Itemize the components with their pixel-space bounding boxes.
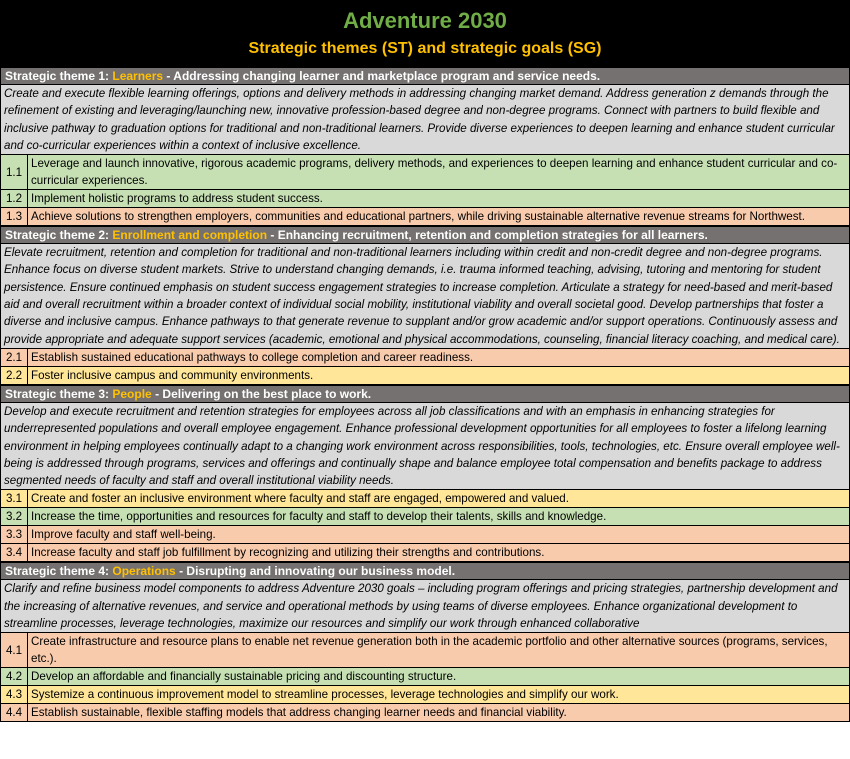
goal-number: 4.1 [1,633,28,667]
goal-text: Foster inclusive campus and community environments. [31,368,314,382]
goal-row [1,348,849,366]
goal-row [1,189,849,207]
goal-row [1,525,849,543]
goal-text: Create infrastructure and resource plans to enable net revenue generation both in the academic portfolio and other alternative sources (programs, services, etc.). [31,635,828,666]
goal-number: 3.1 [1,490,28,507]
goal-text: Develop an affordable and financially sustainable pricing and discounting structure. [31,670,457,684]
goal-text: Systemize a continuous improvement model to streamline processes, leverage technologies and simplify our work. [31,688,619,702]
theme-4-prefix: Strategic theme 4: [5,564,113,579]
theme-1-description: Create and execute flexible learning offerings, options and delivery methods in addressing changing market demand. Address generation z demands through the refinement of existing and leveraging/launching new, innovative profession-based degree and non-degree programs. Connect with partners to build flexible and inclusive pathway to graduation options for traditional and non-traditional learners. Provide diverse experiences to deepen learning and enhance student curricular and co-curricular experiences within a context of inclusive excellence. [1,84,849,154]
goal-text: Increase the time, opportunities and resources for faculty and staff to develop their talents, skills and knowledge. [31,510,607,524]
theme-1-heading [1,67,849,84]
goal-number: 3.3 [1,526,28,543]
theme-3-heading [1,384,849,402]
theme-2-suffix: - Enhancing recruitment, retention and completion strategies for all learners. [267,228,708,243]
goal-row [1,207,849,225]
goal-text: Create and foster an inclusive environment where faculty and staff are engaged, empowered and valued. [31,492,569,506]
header-banner [1,1,849,67]
goal-row [1,507,849,525]
theme-3-prefix: Strategic theme 3: [5,386,113,401]
page-title: Adventure 2030 [343,8,507,33]
theme-3-description: Develop and execute recruitment and retention strategies for employees across all job classifications and with an emphasis in enhancing strategies for underrepresented populations and overall employee engagement. Enhance professional development opportunities for all employees to foster a lifelong learning environment in helping employees continually adapt to a changing work environment across responsibilities, tools, technologies, etc. Ensure overall employee well-being is addressed through programs, services and offerings and continually shape and balance employee total compensation and benefits package to address segmented needs of faculty and staff and overall institutional viability needs. [1,402,849,489]
theme-2-name: Enrollment and completion [112,228,268,243]
goal-row [1,154,849,189]
goal-row [1,703,849,721]
goal-text: Increase faculty and staff job fulfillment by recognizing and utilizing their strengths and contributions. [31,546,545,560]
theme-3-suffix: - Delivering on the best place to work. [151,386,372,401]
goal-number: 4.2 [1,668,28,685]
goal-number: 4.3 [1,686,28,703]
goal-number: 1.2 [1,190,28,207]
theme-2-heading [1,225,849,243]
theme-4-description: Clarify and refine business model components to address Adventure 2030 goals – including program offerings and pricing strategies, partnership development and the increasing of alternative revenues, and service and operational methods by using teams of diverse employees. Enhance organizational development to streamline processes, leverage technologies, maximize our resources and simplify our work through enhanced collaborative [1,579,849,632]
theme-1-prefix: Strategic theme 1: [5,69,113,83]
goal-number: 1.3 [1,208,28,225]
theme-2-prefix: Strategic theme 2: [5,228,113,243]
goal-text: Achieve solutions to strengthen employers, communities and educational partners, while driving sustainable alternative revenue streams for Northwest. [31,210,805,224]
goal-row [1,632,849,667]
theme-4-heading [1,561,849,579]
goal-number: 1.1 [1,155,28,189]
goal-text: Improve faculty and staff well-being. [31,528,216,542]
goal-row [1,667,849,685]
goal-row [1,685,849,703]
goal-number: 3.4 [1,544,28,561]
goal-number: 4.4 [1,704,28,721]
page-subtitle: Strategic themes (ST) and strategic goals (SG) [248,40,602,57]
goal-row [1,543,849,561]
goal-text: Establish sustainable, flexible staffing models that address changing learner needs and financial viability. [31,706,567,720]
theme-1-suffix: - Addressing changing learner and marketplace program and service needs. [163,69,601,83]
theme-4-suffix: - Disrupting and innovating our business model. [175,564,456,579]
goal-row [1,366,849,384]
goal-row [1,489,849,507]
theme-3-name: People [112,386,152,401]
goal-number: 2.1 [1,349,28,366]
theme-2-description: Elevate recruitment, retention and completion for traditional and non-traditional learners including within credit and non-credit degree and non-degree programs. Enhance focus on diverse student markets. Strive to understand changing demands, i.e. trauma informed teaching, advising, tutoring and mentoring for student persistence. Ensure continued emphasis on student success engagement strategies to increase completion. Articulate a strategy for need-based and merit-based aid and overall recruitment within a broader context of individual social mobility, institutional viability and overall societal good. Develop partnerships that foster a diverse and inclusive campus. Enhance pathways to that generate revenue to supplant and/or grow academic and/or support operations. Continuously assess and provide appropriate and adequate support services (academic, emotional and physical accommodations, counseling, financial literacy coaching, and medical care). [1,243,849,348]
goal-text: Leverage and launch innovative, rigorous academic programs, delivery methods, and experiences to deepen learning and enhance student curricular and co-curricular experiences. [31,157,838,188]
goal-text: Establish sustained educational pathways to college completion and career readiness. [31,350,474,364]
goal-number: 2.2 [1,367,28,384]
goal-number: 3.2 [1,508,28,525]
theme-4-name: Operations [112,564,176,579]
goal-text: Implement holistic programs to address student success. [31,192,323,206]
theme-1-name: Learners [112,69,164,83]
